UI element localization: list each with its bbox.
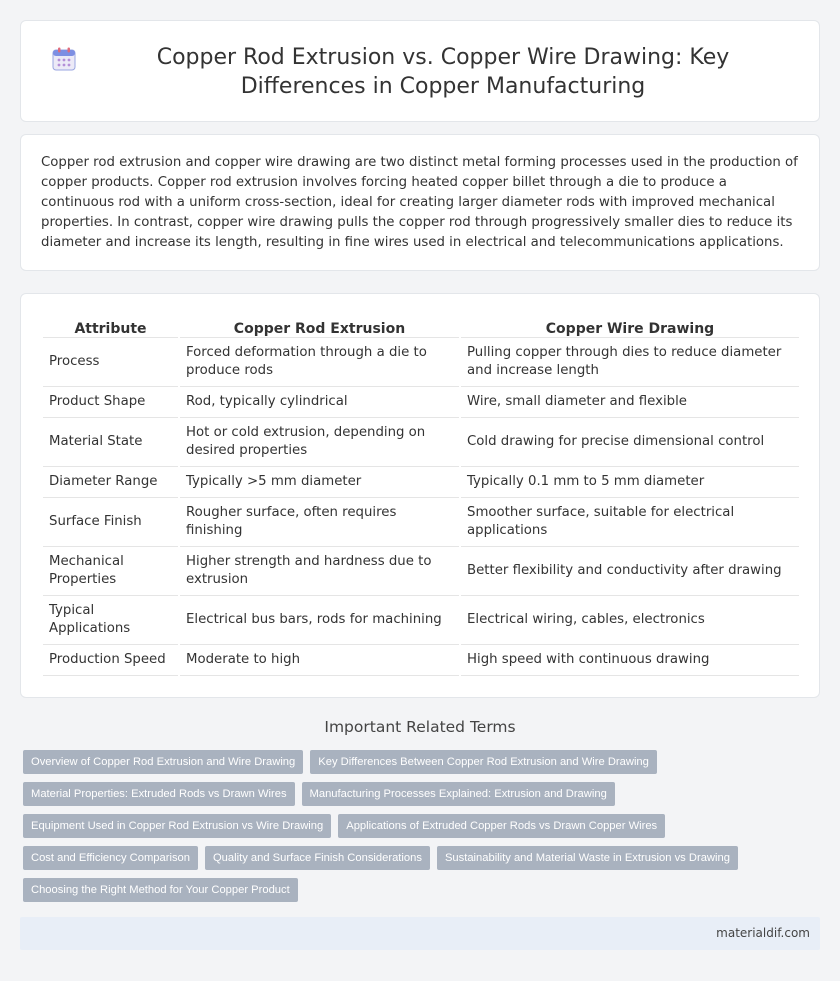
related-term-tag[interactable]: Manufacturing Processes Explained: Extrusion and Drawing bbox=[302, 782, 615, 806]
related-terms-list bbox=[23, 750, 820, 910]
attribute-cell: Production Speed bbox=[43, 645, 178, 676]
attribute-cell: Process bbox=[43, 338, 178, 387]
wire-drawing-cell: Better flexibility and conductivity after drawing bbox=[461, 547, 799, 596]
wire-drawing-cell: Smoother surface, suitable for electrical applications bbox=[461, 498, 799, 547]
related-term-tag[interactable]: Sustainability and Material Waste in Extrusion vs Drawing bbox=[437, 846, 738, 870]
header-rod-extrusion: Copper Rod Extrusion bbox=[180, 314, 459, 338]
wire-drawing-cell: Electrical wiring, cables, electronics bbox=[461, 596, 799, 645]
table-row bbox=[43, 645, 799, 676]
page-title: Copper Rod Extrusion vs. Copper Wire Drawing: Key Differences in Copper Manufacturing bbox=[156, 45, 730, 99]
wire-drawing-cell: High speed with continuous drawing bbox=[461, 645, 799, 676]
footer-site-link[interactable]: materialdif.com bbox=[716, 926, 810, 940]
related-term-tag[interactable]: Choosing the Right Method for Your Copper Product bbox=[23, 878, 298, 902]
rod-extrusion-cell: Forced deformation through a die to produce rods bbox=[180, 338, 459, 387]
header-wire-drawing: Copper Wire Drawing bbox=[461, 314, 799, 338]
rod-extrusion-cell: Rod, typically cylindrical bbox=[180, 387, 459, 418]
attribute-cell: Product Shape bbox=[43, 387, 178, 418]
related-terms-title: Important Related Terms bbox=[324, 718, 516, 736]
calendar-icon bbox=[51, 46, 77, 72]
related-term-tag[interactable]: Overview of Copper Rod Extrusion and Wire Drawing bbox=[23, 750, 303, 774]
rod-extrusion-cell: Moderate to high bbox=[180, 645, 459, 676]
table-row bbox=[43, 596, 799, 645]
table-row bbox=[43, 498, 799, 547]
attribute-cell: Typical Applications bbox=[43, 596, 178, 645]
footer bbox=[20, 917, 820, 950]
intro-card bbox=[20, 134, 820, 271]
header-card bbox=[20, 20, 820, 122]
related-term-tag[interactable]: Equipment Used in Copper Rod Extrusion vs Wire Drawing bbox=[23, 814, 331, 838]
table-header-row bbox=[43, 314, 799, 338]
attribute-cell: Material State bbox=[43, 418, 178, 467]
table-row bbox=[43, 418, 799, 467]
wire-drawing-cell: Typically 0.1 mm to 5 mm diameter bbox=[461, 467, 799, 498]
rod-extrusion-cell: Higher strength and hardness due to extrusion bbox=[180, 547, 459, 596]
related-term-tag[interactable]: Material Properties: Extruded Rods vs Drawn Wires bbox=[23, 782, 295, 806]
related-term-tag[interactable]: Applications of Extruded Copper Rods vs Drawn Copper Wires bbox=[338, 814, 665, 838]
header-attribute: Attribute bbox=[43, 314, 178, 338]
attribute-cell: Surface Finish bbox=[43, 498, 178, 547]
rod-extrusion-cell: Typically >5 mm diameter bbox=[180, 467, 459, 498]
related-term-tag[interactable]: Quality and Surface Finish Considerations bbox=[205, 846, 430, 870]
related-term-tag[interactable]: Key Differences Between Copper Rod Extrusion and Wire Drawing bbox=[310, 750, 657, 774]
comparison-table bbox=[41, 314, 801, 676]
wire-drawing-cell: Wire, small diameter and flexible bbox=[461, 387, 799, 418]
comparison-card bbox=[20, 293, 820, 698]
table-row bbox=[43, 467, 799, 498]
attribute-cell: Diameter Range bbox=[43, 467, 178, 498]
rod-extrusion-cell: Hot or cold extrusion, depending on desired properties bbox=[180, 418, 459, 467]
wire-drawing-cell: Cold drawing for precise dimensional control bbox=[461, 418, 799, 467]
table-row bbox=[43, 387, 799, 418]
attribute-cell: Mechanical Properties bbox=[43, 547, 178, 596]
table-row bbox=[43, 547, 799, 596]
intro-paragraph: Copper rod extrusion and copper wire drawing are two distinct metal forming processes used in the production of copper products. Copper rod extrusion involves forcing heated copper billet through a die to produce a continuous rod with a uniform cross-section, ideal for creating larger diameter rods with improved mechanical properties. In contrast, copper wire drawing pulls the copper rod through progressively smaller dies to reduce its diameter and increase its length, resulting in fine wires used in electrical and telecommunications applications. bbox=[41, 155, 798, 250]
rod-extrusion-cell: Electrical bus bars, rods for machining bbox=[180, 596, 459, 645]
wire-drawing-cell: Pulling copper through dies to reduce diameter and increase length bbox=[461, 338, 799, 387]
rod-extrusion-cell: Rougher surface, often requires finishing bbox=[180, 498, 459, 547]
table-row bbox=[43, 338, 799, 387]
related-term-tag[interactable]: Cost and Efficiency Comparison bbox=[23, 846, 198, 870]
